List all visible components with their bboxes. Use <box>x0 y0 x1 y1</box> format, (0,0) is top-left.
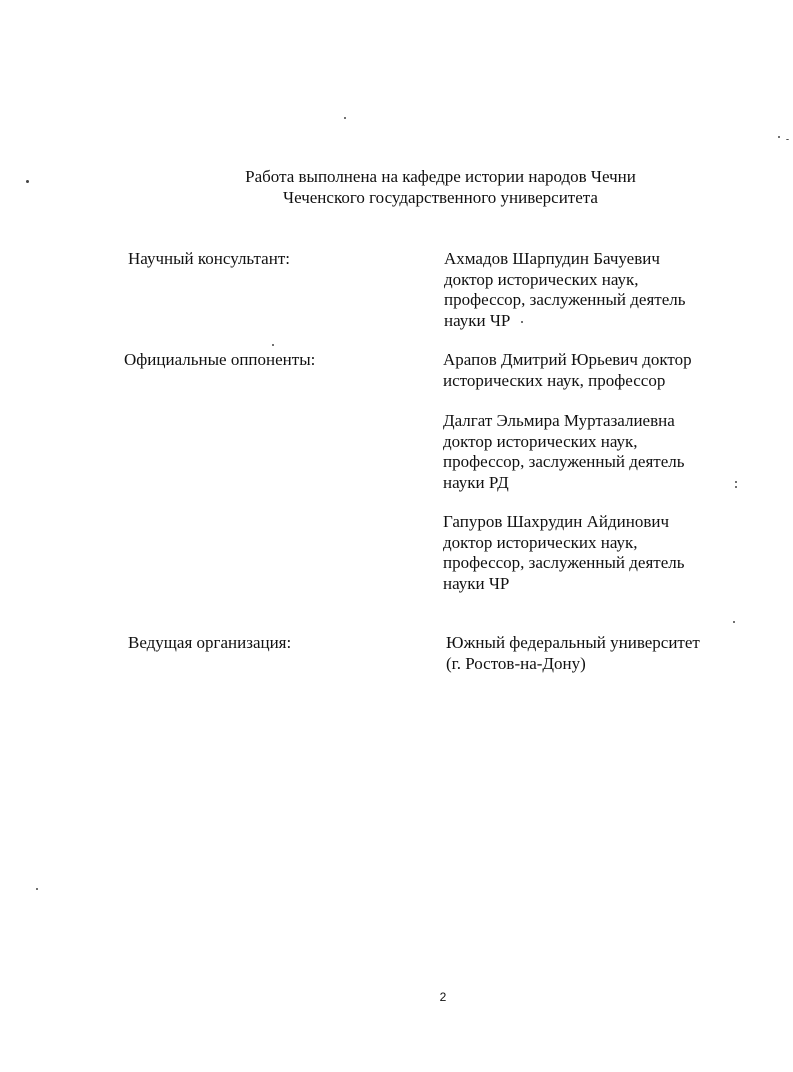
scan-speck <box>786 139 789 140</box>
opponent-1-line-2: исторических наук, профессор <box>443 370 666 390</box>
opponent-3 <box>443 512 685 594</box>
opponent-2-line-3: профессор, заслуженный деятель <box>443 452 685 471</box>
scan-speck <box>344 117 346 119</box>
scan-speck <box>735 486 737 488</box>
header-line-2: Чеченского государственного университета <box>283 188 598 207</box>
opponent-2-line-4: науки РД <box>443 472 509 492</box>
opponent-1 <box>443 350 692 391</box>
consultant-degree: доктор исторических наук, <box>444 269 639 289</box>
scan-speck <box>272 344 274 346</box>
header-line-1: Работа выполнена на кафедре истории народов Чечни <box>245 167 636 186</box>
opponent-3-line-3: профессор, заслуженный деятель <box>443 553 685 572</box>
consultant-title: профессор, заслуженный деятель <box>444 290 686 309</box>
leading-org-city: (г. Ростов-на-Дону) <box>446 653 586 673</box>
scan-speck <box>36 888 38 890</box>
opponent-3-line-1: Гапуров Шахрудин Айдинович <box>443 512 669 531</box>
page-number: 2 <box>439 990 447 1004</box>
leading-org-name: Южный федеральный университет <box>446 633 700 652</box>
scan-speck <box>778 136 780 138</box>
consultant-name: Ахмадов Шарпудин Бачуевич <box>444 249 660 268</box>
scan-speck <box>26 180 29 183</box>
scan-speck <box>733 621 735 623</box>
leading-org-details <box>446 633 700 674</box>
consultant-region: науки ЧР <box>444 310 511 330</box>
consultant-label: Научный консультант: <box>128 249 290 268</box>
scan-speck <box>521 321 523 323</box>
opponent-2-line-2: доктор исторических наук, <box>443 431 638 451</box>
consultant-details <box>444 249 686 331</box>
opponents-label: Официальные оппоненты: <box>124 350 316 369</box>
opponent-2 <box>443 411 685 493</box>
opponent-3-line-4: науки ЧР <box>443 573 510 593</box>
opponent-2-line-1: Далгат Эльмира Муртазалиевна <box>443 411 675 430</box>
opponent-3-line-2: доктор исторических наук, <box>443 532 638 552</box>
leading-org-label: Ведущая организация: <box>128 633 292 652</box>
scan-speck <box>735 481 737 483</box>
opponent-1-line-1: Арапов Дмитрий Юрьевич доктор <box>443 350 692 369</box>
